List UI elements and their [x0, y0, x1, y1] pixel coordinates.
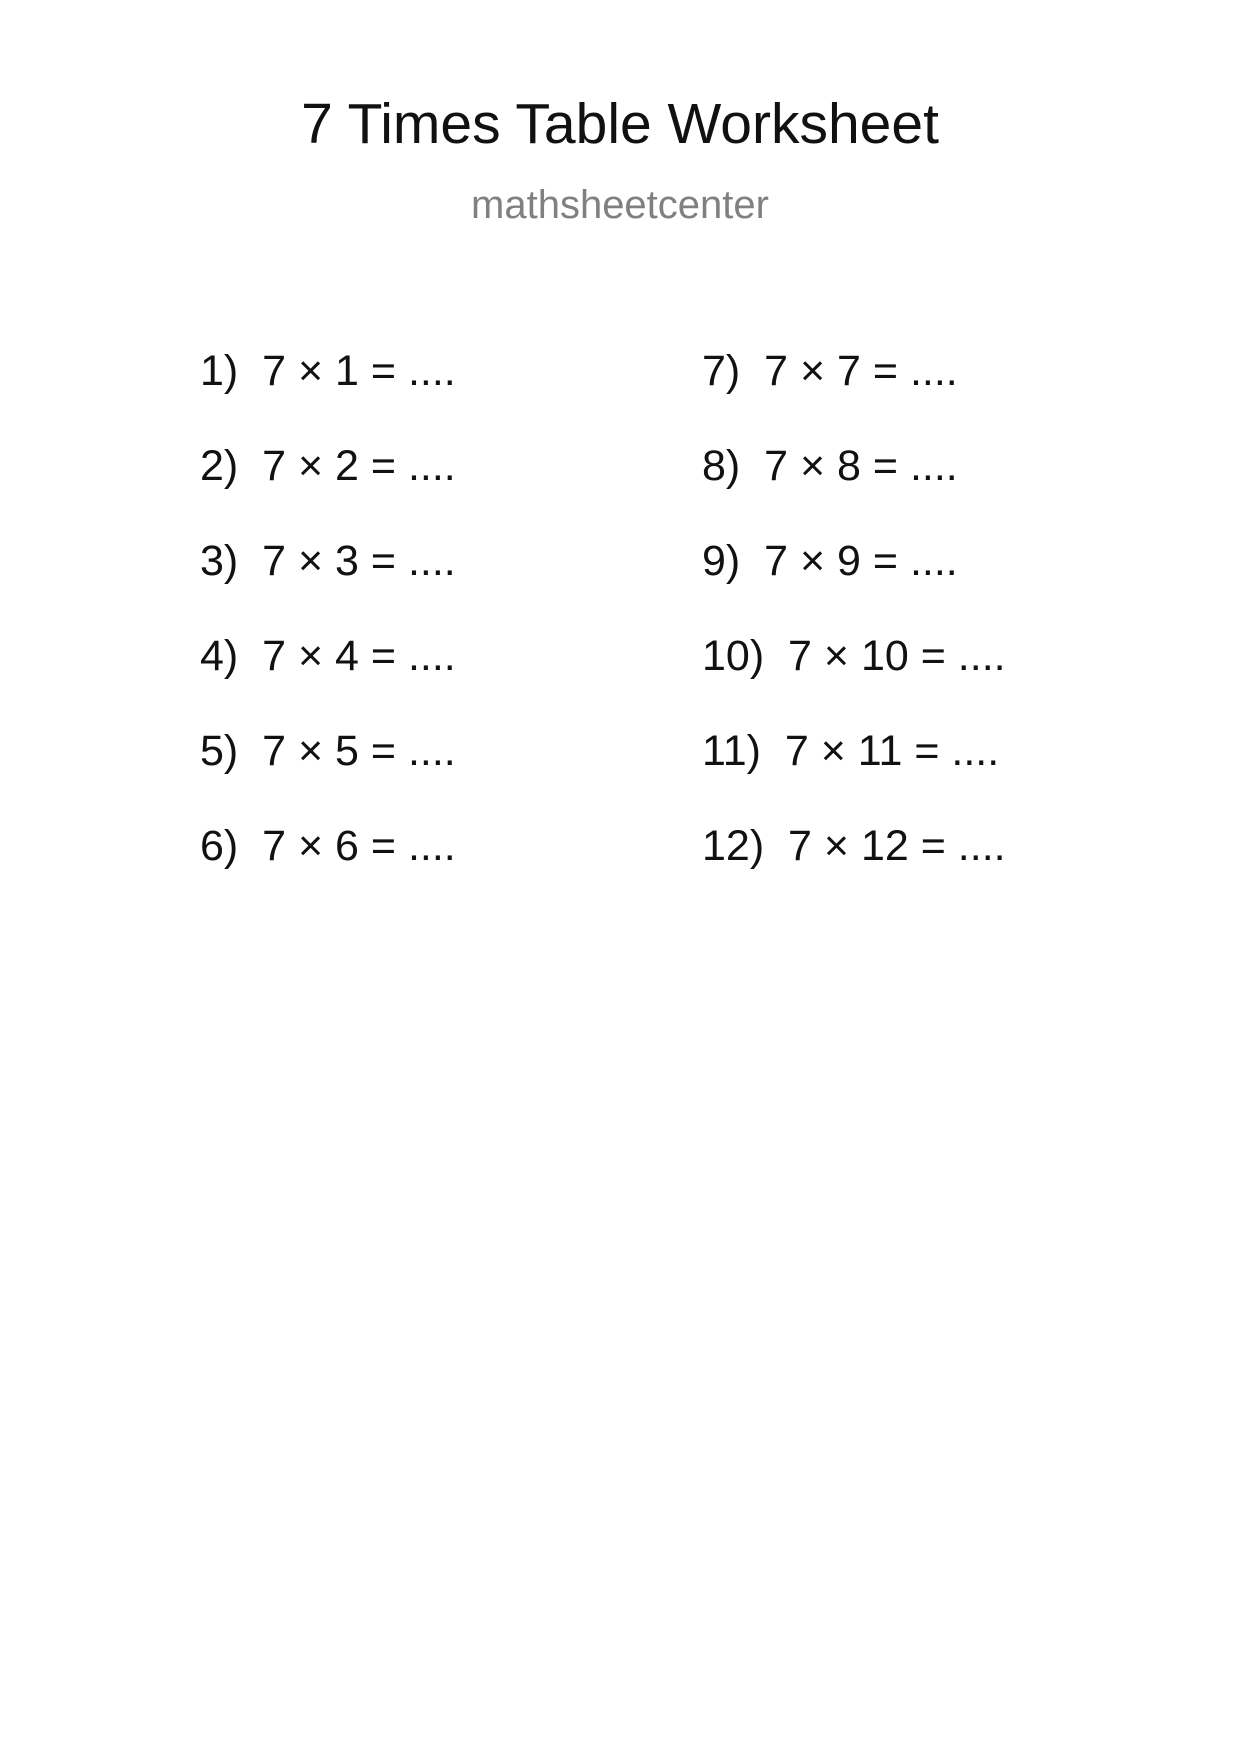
problem-column-right: [702, 347, 1006, 920]
problem-1: 1) 7 × 1 = ....: [200, 347, 456, 395]
problem-column-left: [200, 347, 456, 920]
worksheet-title: 7 Times Table Worksheet: [301, 92, 939, 156]
problem-6: 6) 7 × 6 = ....: [200, 822, 456, 870]
problem-11: 11) 7 × 11 = ....: [702, 727, 1000, 775]
problem-5: 5) 7 × 5 = ....: [200, 727, 456, 775]
problem-4: 4) 7 × 4 = ....: [200, 632, 456, 680]
problem-12: 12) 7 × 12 = ....: [702, 822, 1006, 870]
problem-10: 10) 7 × 10 = ....: [702, 632, 1006, 680]
problem-9: 9) 7 × 9 = ....: [702, 537, 958, 585]
problem-2: 2) 7 × 2 = ....: [200, 442, 456, 490]
problem-3: 3) 7 × 3 = ....: [200, 537, 456, 585]
problem-8: 8) 7 × 8 = ....: [702, 442, 958, 490]
worksheet-source: mathsheetcenter: [471, 183, 769, 227]
problem-7: 7) 7 × 7 = ....: [702, 347, 958, 395]
